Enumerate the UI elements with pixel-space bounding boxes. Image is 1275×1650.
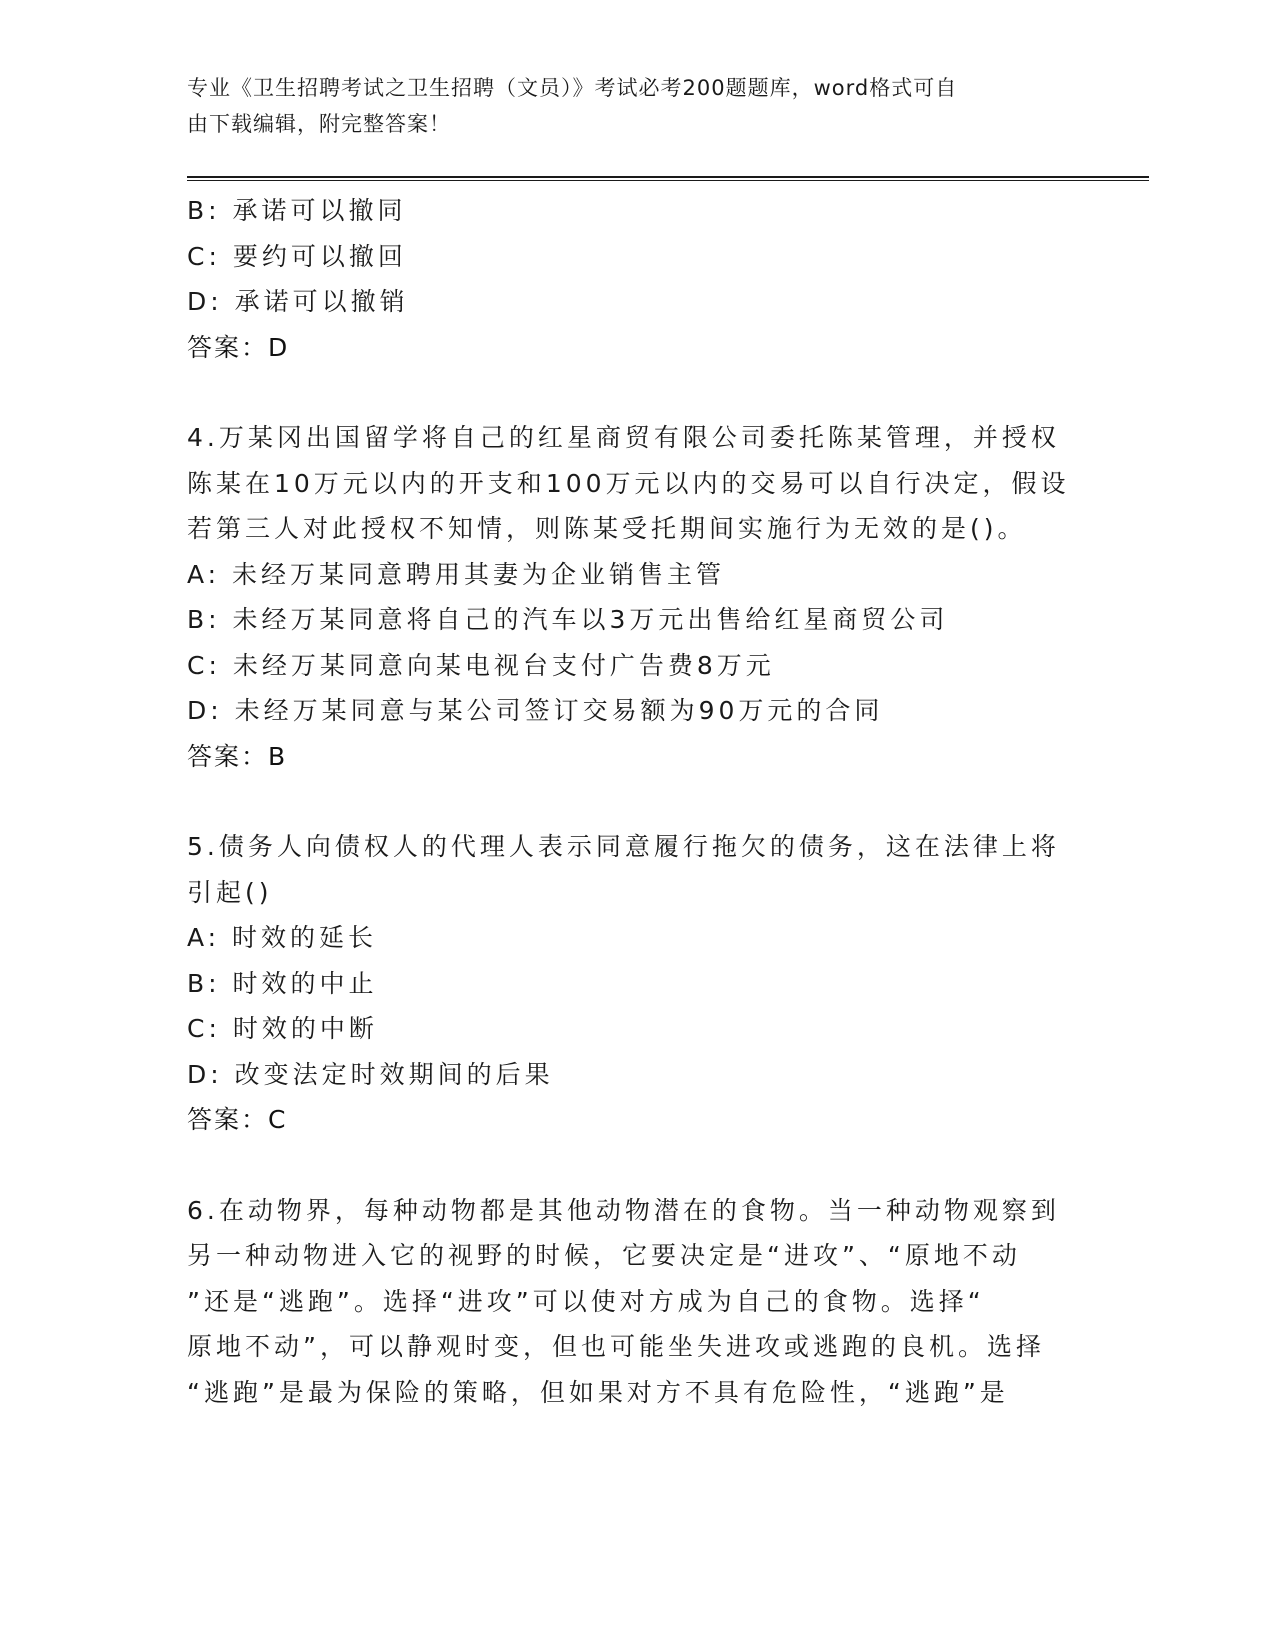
q4-option-c: C: 未经万某同意向某电视台支付广告费8万元 [187,650,775,680]
q4-stem-line-1: 4.万某冈出国留学将自己的红星商贸有限公司委托陈某管理，并授权 [187,423,1060,452]
q6-stem-line-1: 6.在动物界，每种动物都是其他动物潜在的食物。当一种动物观察到 [187,1195,1060,1225]
q5-answer: 答案：C [187,1105,288,1134]
question-6 [187,1188,1087,1416]
q4-option-b: B: 未经万某同意将自己的汽车以3万元出售给红星商贸公司 [187,605,949,634]
spacer [187,370,1087,415]
question-3-continued [187,188,1087,370]
header-line-2: 由下载编辑，附完整答案！ [187,112,451,136]
q3-answer: 答案：D [187,332,290,362]
q3-option-c: C: 要约可以撤回 [187,241,407,271]
q6-stem-line-2: 另一种动物进入它的视野的时候，它要决定是“进攻”、“原地不动 [187,1241,1021,1270]
q6-stem-line-3: ”还是“逃跑”。选择“进攻”可以使对方成为自己的食物。选择“ [187,1286,985,1316]
q4-answer: 答案：B [187,741,288,771]
q4-option-a: A: 未经万某同意聘用其妻为企业销售主管 [187,559,726,589]
q3-option-b: B: 承诺可以撤同 [187,196,407,225]
q6-stem-line-4: 原地不动”，可以静观时变，但也可能坐失进攻或逃跑的良机。选择 [187,1332,1045,1361]
question-4 [187,415,1087,779]
spacer [187,1143,1087,1188]
spacer [187,779,1087,824]
header-divider [187,176,1149,181]
q5-option-c: C: 时效的中断 [187,1014,378,1043]
q5-option-a: A: 时效的延长 [187,923,378,952]
q3-option-d: D: 承诺可以撤销 [187,287,409,316]
q5-stem-line-2: 引起() [187,877,273,907]
q4-option-d: D: 未经万某同意与某公司签订交易额为90万元的合同 [187,696,884,725]
q5-option-b: B: 时效的中止 [187,968,378,998]
document-header [187,70,1087,142]
q6-stem-line-5: “逃跑”是最为保险的策略，但如果对方不具有危险性，“逃跑”是 [187,1377,1009,1407]
q4-stem-line-2: 陈某在10万元以内的开支和100万元以内的交易可以自行决定，假设 [187,468,1070,498]
document-body [187,188,1087,1415]
header-line-1: 专业《卫生招聘考试之卫生招聘（文员）》考试必考200题题库，word格式可自 [187,76,958,100]
q4-stem-line-3: 若第三人对此授权不知情，则陈某受托期间实施行为无效的是()。 [187,514,1027,543]
q5-option-d: D: 改变法定时效期间的后果 [187,1059,554,1089]
question-5 [187,824,1087,1143]
q5-stem-line-1: 5.债务人向债权人的代理人表示同意履行拖欠的债务，这在法律上将 [187,832,1060,861]
